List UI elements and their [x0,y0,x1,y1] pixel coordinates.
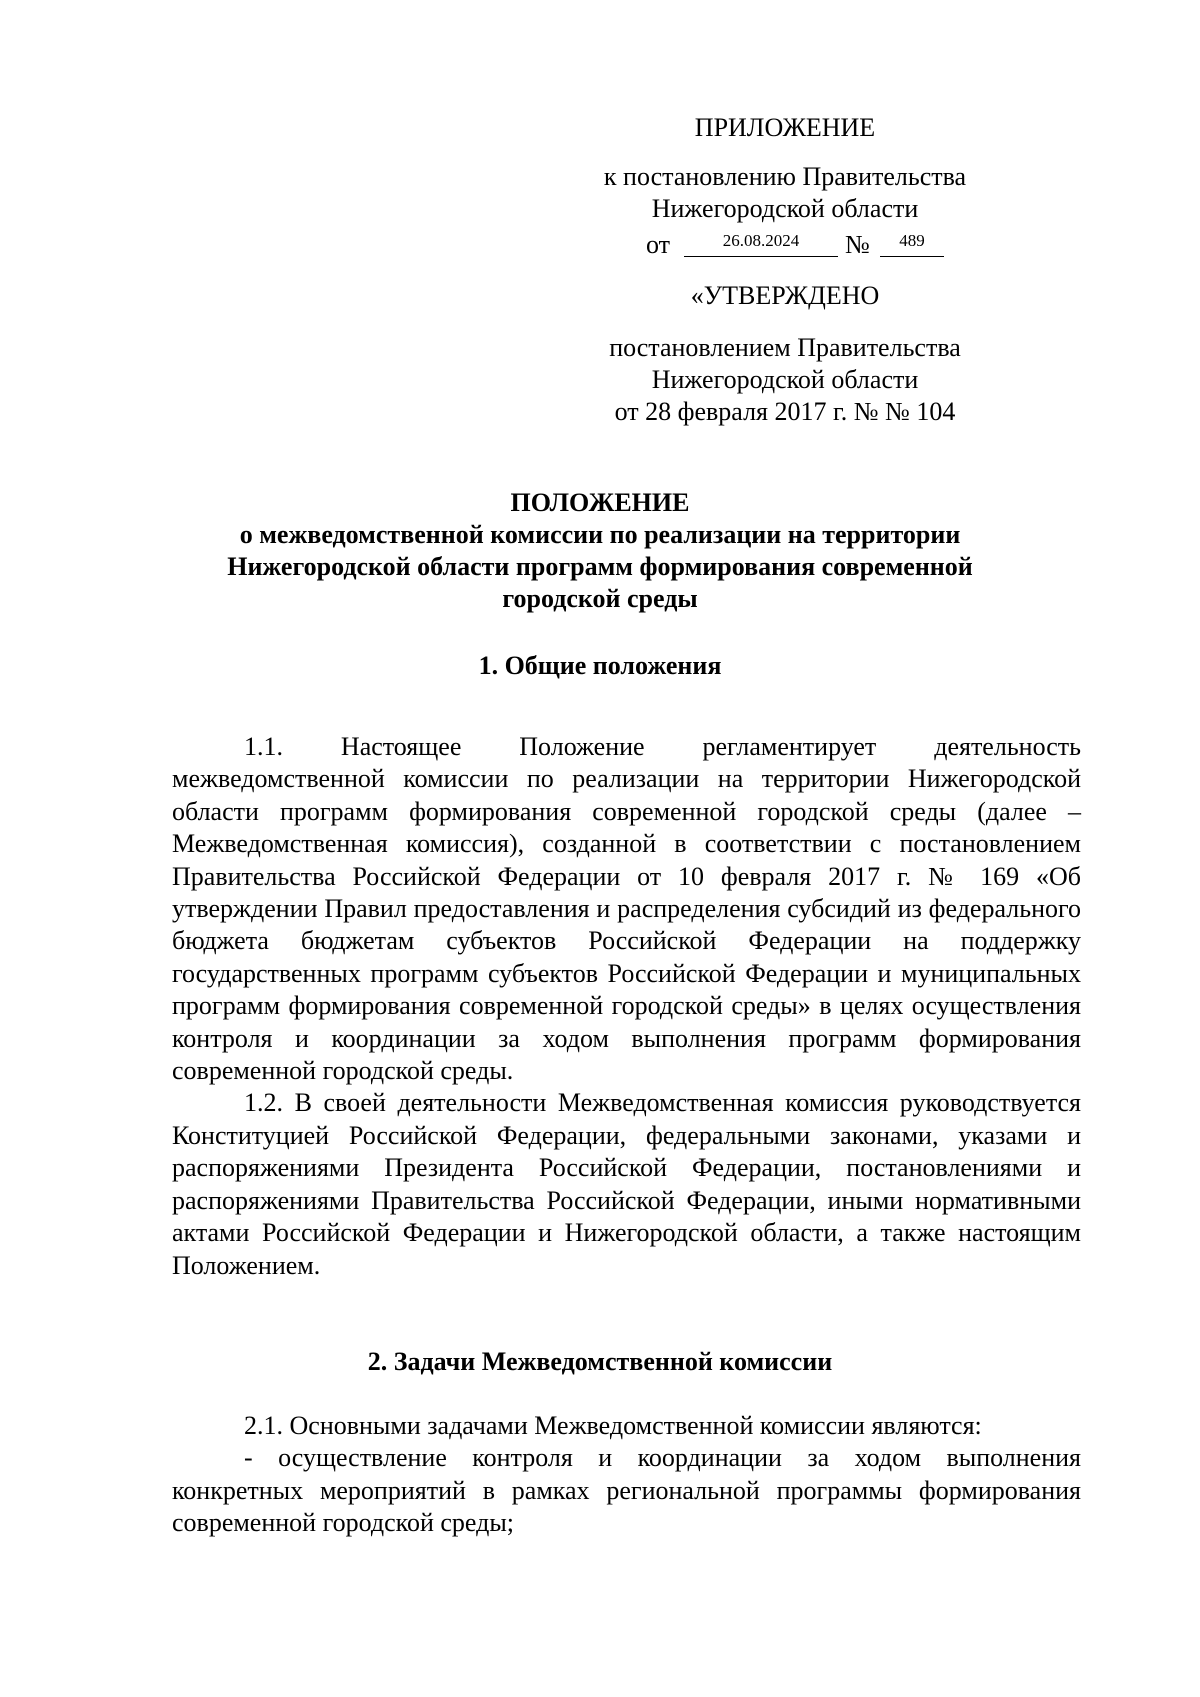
appendix-title: ПРИЛОЖЕНИЕ [694,113,876,142]
decree-number: 489 [880,226,944,257]
appendix-line-2: Нижегородской области [651,194,919,223]
section-2-heading: 2. Задачи Межведомственной комиссии [367,1347,833,1376]
section-1-body [172,731,1081,1282]
from-label: от [646,230,671,259]
paragraph-2-1-item: - осуществление контроля и координации за ходом выполнения конкретных мероприятий в рамках региональной программы формирования современной городской среды; [172,1443,1081,1538]
document-subtitle-line-1: о межведомственной комиссии по реализации на территории [239,520,961,549]
section-2-body [172,1410,1081,1540]
paragraph-2-1: 2.1. Основными задачами Межведомственной комиссии являются: [244,1411,982,1440]
document-subtitle-line-2: Нижегородской области программ формирования современной [227,552,973,581]
section-1-heading: 1. Общие положения [478,651,722,680]
document-title-block [170,487,1030,615]
approved-reference [560,332,1010,428]
appendix-line-1: к постановлению Правительства [603,162,967,191]
appendix-reference [560,161,1010,225]
approved-title: «УТВЕРЖДЕНО [690,281,880,310]
approved-line-1: постановлением Правительства [609,333,961,362]
approved-line-3: от 28 февраля 2017 г. № № 104 [614,397,956,426]
paragraph-1-1: 1.1. Настоящее Положение регламентирует деятельность межведомственной комиссии по реализации на территории Нижегородской области программ формирования современной городской среды (далее – Межведомственная комиссия), созданной в соответствии с постановлением Правительства Российской Федерации от 10 февраля 2017 г. № 169 «Об утверждении Правил предоставления и распределения субсидий из федерального бюджета бюджетам субъектов Российской Федерации на поддержку государственных программ субъектов Российской Федерации и муниципальных программ формирования современной городской среды» в целях осуществления контроля и координации за ходом выполнения программ формирования современной городской среды. [172,732,1081,1086]
approved-line-2: Нижегородской области [651,365,919,394]
decree-date: 26.08.2024 [684,226,838,257]
document-title: ПОЛОЖЕНИЕ [510,488,690,517]
paragraph-1-2: 1.2. В своей деятельности Межведомственная комиссия руководствуется Конституцией Российской Федерации, федеральными законами, указами и распоряжениями Президента Российской Федерации, постановлениями и распоряжениями Правительства Российской Федерации, иными нормативными актами Российской Федерации и Нижегородской области, а также настоящим Положением. [172,1088,1081,1280]
document-subtitle-line-3: городской среды [502,584,698,613]
number-sign: № [845,230,870,259]
appendix-date-line [560,226,1010,260]
